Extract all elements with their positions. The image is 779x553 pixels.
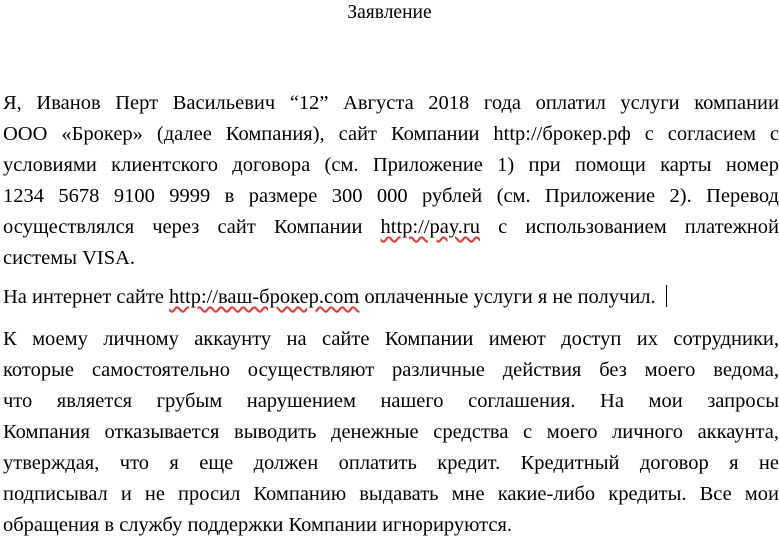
text-span: осуществлялся через сайт Компании — [3, 216, 381, 238]
text-line — [3, 212, 779, 243]
payment-site-link[interactable]: http://pay.ru — [380, 216, 480, 238]
text-line: системы VISA. — [3, 247, 136, 269]
company-site-link[interactable]: http://брокер.рф — [493, 123, 631, 145]
text-line: условиями клиентского договора (см. Приложение 1) при помощи карты номер — [3, 154, 779, 176]
document-title: Заявление — [347, 2, 432, 23]
text-line: обращения в службу поддержки Компании игнорируются. — [3, 514, 513, 536]
paragraph-account-access — [3, 324, 779, 541]
text-span: На интернет сайте — [3, 286, 170, 308]
paragraph-services-not-received — [3, 282, 779, 313]
text-line: что является грубым нарушением нашего соглашения. На мои запросы — [3, 390, 779, 412]
text-span: с согласием с — [630, 123, 779, 145]
text-line — [3, 119, 779, 150]
text-span: ООО «Брокер» (далее Компания), сайт Компании — [3, 123, 494, 145]
text-line: К моему личному аккаунту на сайте Компании имеют доступ их сотрудники, — [3, 328, 779, 350]
text-line: 1234 5678 9100 9999 в размере 300 000 рублей (см. Приложение 2). Перевод — [3, 185, 779, 207]
text-span: оплаченные услуги я не получил. — [359, 286, 656, 308]
text-span: с использованием платежной — [480, 216, 779, 238]
text-line: Я, Иванов Перт Васильевич “12” Августа 2018 года оплатил услуги компании — [3, 92, 779, 114]
paragraph-payment — [3, 88, 779, 274]
text-line: утверждая, что я еще должен оплатить кредит. Кредитный договор я не — [3, 452, 779, 474]
text-cursor — [666, 285, 667, 307]
text-line: подписывал и не просил Компанию выдавать мне какие-либо кредиты. Все мои — [3, 483, 779, 505]
broker-site-link[interactable]: http://ваш-брокер.com — [169, 286, 360, 308]
text-line: которые самостоятельно осуществляют различные действия без моего ведома, — [3, 359, 779, 381]
text-line — [3, 282, 779, 313]
text-line: Компания отказывается выводить денежные средства с моего личного аккаунта, — [3, 421, 779, 443]
